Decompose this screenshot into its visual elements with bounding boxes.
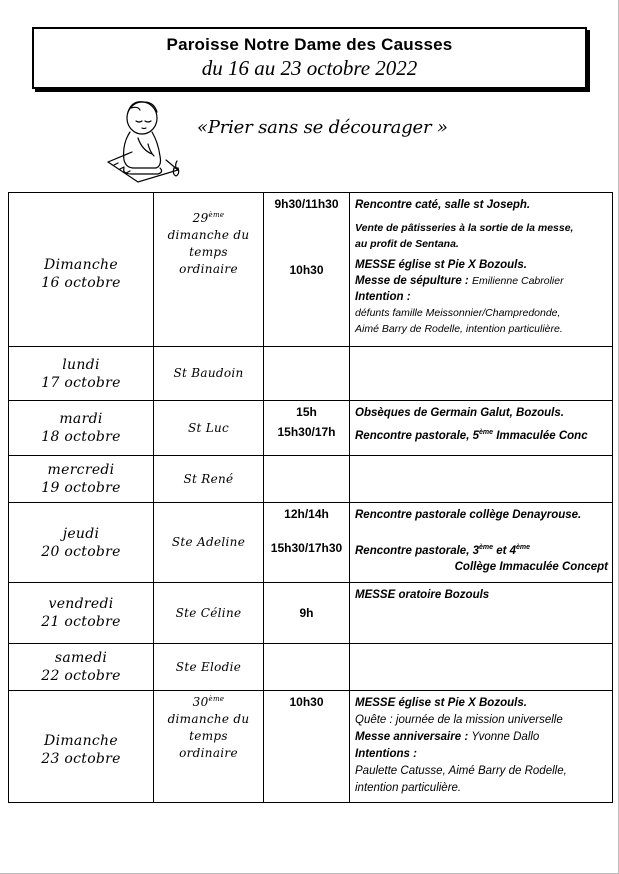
day-name: jeudi — [62, 525, 100, 542]
time-cell — [264, 456, 350, 503]
time-slot: 9h — [299, 606, 314, 620]
event-line: Vente de pâtisseries à la sortie de la messe, — [355, 222, 574, 234]
event-detail: défunts famille Meissonnier/Champredonde, — [355, 307, 561, 319]
saint-line: temps — [189, 245, 228, 259]
event-detail: Paulette Catusse, Aimé Barry de Rodelle, — [355, 765, 567, 777]
ordinal-suffix: ème — [478, 429, 493, 436]
day-cell — [9, 193, 154, 347]
table-row — [9, 583, 613, 644]
event-line: Obsèques de Germain Galut, Bozouls. — [355, 407, 564, 419]
day-cell — [9, 644, 154, 691]
event-cell — [350, 347, 613, 401]
event-line: Rencontre caté, salle st Joseph. — [355, 199, 531, 211]
event-line: Rencontre pastorale collège Denayrouse. — [355, 509, 582, 521]
day-name: Dimanche — [44, 256, 118, 273]
time-cell — [264, 583, 350, 644]
table-row — [9, 503, 613, 583]
ordinal-suffix: ème — [208, 695, 225, 703]
saint-cell — [154, 644, 264, 691]
parish-title: Paroisse Notre Dame des Causses — [166, 35, 453, 54]
event-line: au profit de Sentana. — [355, 238, 459, 250]
praying-child-illustration — [104, 94, 186, 186]
event-label: Messe de sépulture : — [355, 275, 472, 287]
saint-cell — [154, 456, 264, 503]
table-row — [9, 347, 613, 401]
motto-text: «Prier sans se décourager » — [197, 117, 448, 138]
event-label: Messe anniversaire : — [355, 731, 472, 743]
week-dates: du 16 au 23 octobre 2022 — [201, 56, 418, 80]
event-cell — [350, 583, 613, 644]
sunday-number: 29 — [192, 211, 209, 225]
event-cell — [350, 691, 613, 803]
day-date: 16 octobre — [41, 274, 121, 291]
saint-cell — [154, 503, 264, 583]
saint-line: dimanche du — [167, 712, 250, 726]
event-line: MESSE église st Pie X Bozouls. — [355, 259, 527, 271]
event-line: et 4 — [493, 544, 517, 557]
day-date: 21 octobre — [41, 614, 121, 630]
event-cell — [350, 456, 613, 503]
day-date: 19 octobre — [41, 480, 121, 496]
time-cell — [264, 691, 350, 803]
event-cell — [350, 503, 613, 583]
table-row — [9, 456, 613, 503]
day-date: 17 octobre — [41, 374, 121, 391]
table-row — [9, 193, 613, 347]
ordinal-suffix: ème — [208, 211, 225, 219]
header-box — [32, 27, 587, 89]
event-label: Intention : — [355, 291, 411, 303]
saint-cell — [154, 193, 264, 347]
day-cell — [9, 583, 154, 644]
saint-line: ordinaire — [179, 262, 238, 276]
time-cell — [264, 347, 350, 401]
event-detail: Aimé Barry de Rodelle, intention particulière. — [355, 323, 563, 335]
time-slot: 12h/14h — [284, 507, 329, 521]
ordinal-suffix: ème — [516, 544, 531, 551]
saint-line: temps — [189, 729, 228, 743]
day-name: lundi — [62, 356, 100, 373]
saint-name: St Baudoin — [173, 366, 244, 380]
time-slot: 10h30 — [289, 263, 324, 277]
time-cell — [264, 503, 350, 583]
time-cell — [264, 401, 350, 456]
schedule-table — [8, 192, 613, 803]
saint-cell — [154, 691, 264, 803]
day-name: mardi — [59, 411, 103, 427]
day-name: samedi — [54, 650, 108, 666]
day-cell — [9, 503, 154, 583]
day-date: 23 octobre — [41, 750, 121, 767]
saint-name: Ste Céline — [175, 605, 242, 620]
table-row — [9, 691, 613, 803]
day-cell — [9, 347, 154, 401]
event-line: Immaculée Conc — [493, 429, 588, 442]
day-cell — [9, 691, 154, 803]
saint-name: Ste Elodie — [175, 659, 242, 674]
saint-name: St Luc — [187, 420, 230, 435]
saint-name: Ste Adeline — [171, 535, 246, 549]
day-name: vendredi — [48, 596, 114, 612]
saint-line: dimanche du — [167, 228, 250, 242]
event-line: Quête : journée de la mission universelle — [355, 714, 563, 726]
saint-name: St René — [183, 471, 234, 486]
event-detail: Yvonne Dallo — [471, 731, 540, 743]
time-cell — [264, 193, 350, 347]
event-line: Rencontre pastorale, 5 — [355, 429, 479, 442]
sunday-number: 30 — [192, 695, 209, 709]
saint-cell — [154, 347, 264, 401]
time-slot: 15h30/17h — [277, 425, 336, 439]
event-line: MESSE oratoire Bozouls — [355, 589, 490, 601]
time-slot: 15h — [296, 405, 317, 419]
saint-cell — [154, 583, 264, 644]
day-name: Dimanche — [44, 732, 118, 749]
event-cell — [350, 401, 613, 456]
event-line: Collège Immaculée Concept — [454, 560, 608, 573]
day-date: 20 octobre — [41, 543, 121, 560]
event-detail: Emilienne Cabrolier — [471, 275, 564, 287]
ordinal-suffix: ème — [478, 544, 493, 551]
event-cell — [350, 193, 613, 347]
saint-cell — [154, 401, 264, 456]
time-slot: 15h30/17h30 — [270, 541, 343, 555]
day-name: mercredi — [47, 462, 115, 478]
time-slot: 9h30/11h30 — [274, 197, 339, 211]
time-cell — [264, 644, 350, 691]
event-label: Intentions : — [355, 748, 417, 760]
saint-line: ordinaire — [179, 746, 238, 760]
day-date: 18 octobre — [41, 429, 121, 445]
table-row — [9, 644, 613, 691]
time-slot: 10h30 — [289, 695, 324, 709]
day-cell — [9, 401, 154, 456]
event-line: MESSE église st Pie X Bozouls. — [355, 697, 527, 709]
event-cell — [350, 644, 613, 691]
day-date: 22 octobre — [41, 668, 121, 684]
event-detail: intention particulière. — [355, 782, 462, 794]
event-line: Rencontre pastorale, 3 — [355, 544, 479, 557]
day-cell — [9, 456, 154, 503]
table-row — [9, 401, 613, 456]
